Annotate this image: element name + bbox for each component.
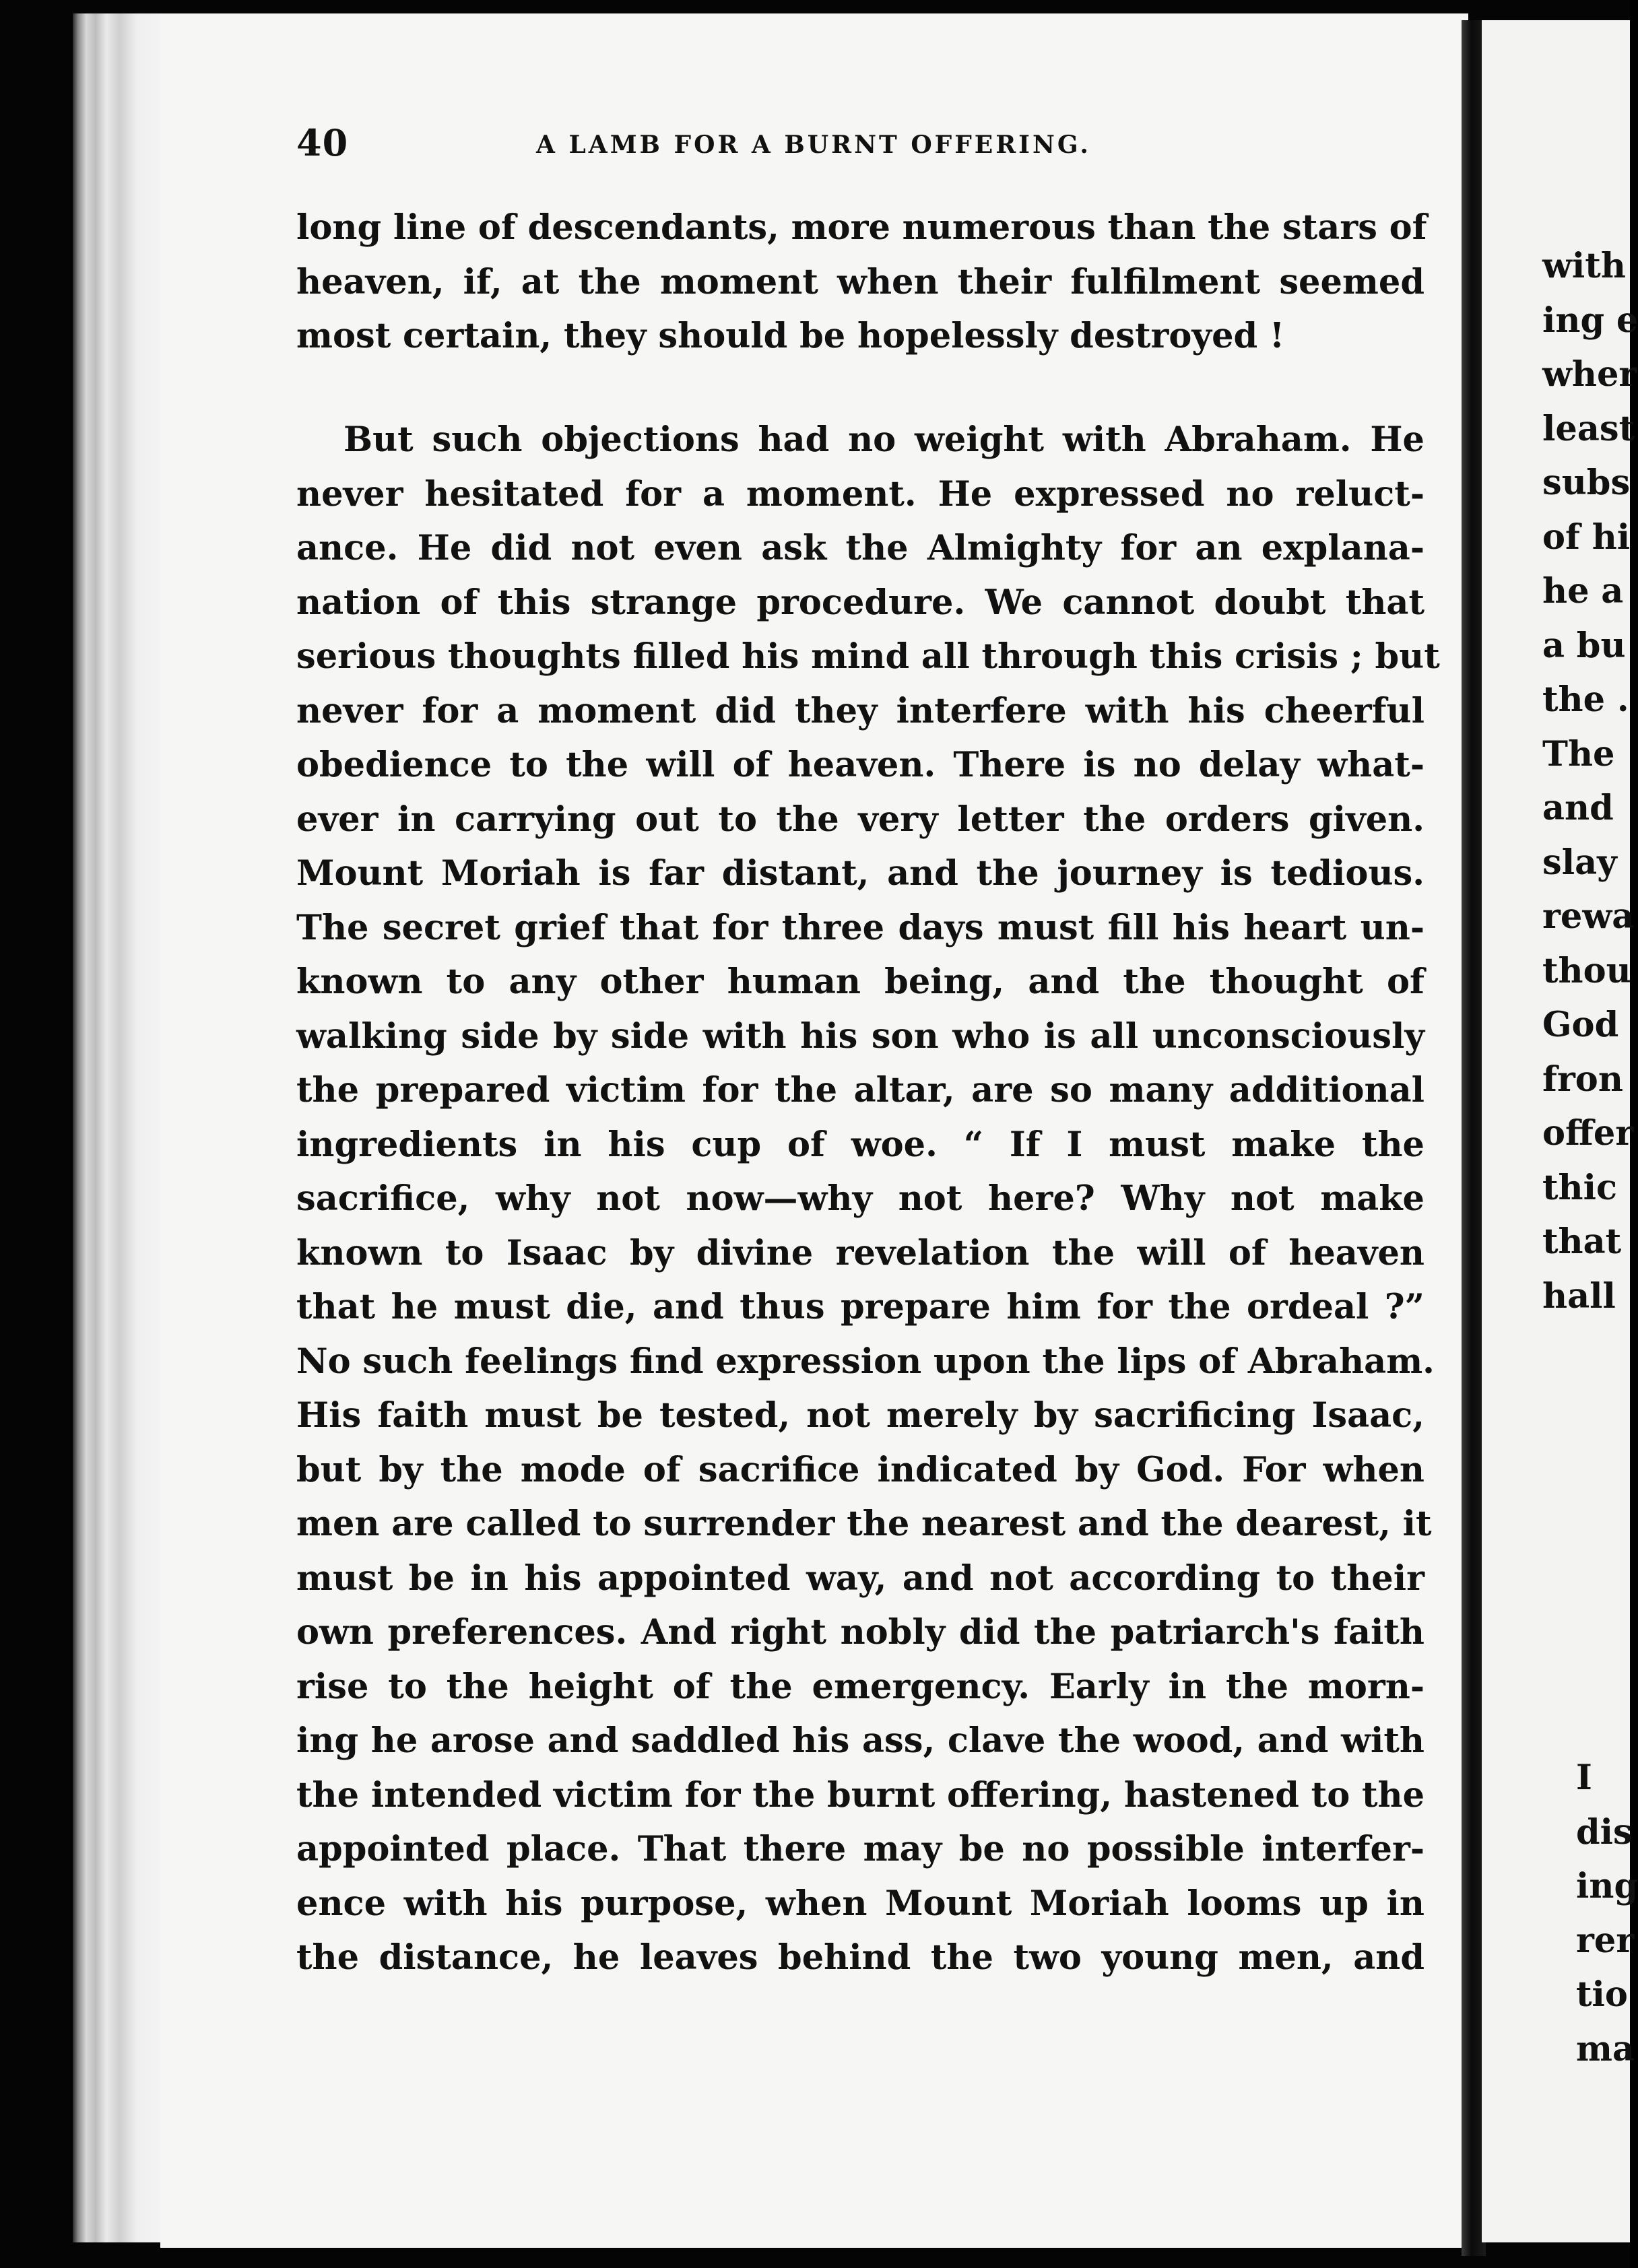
- text-line: But such objections had no weight with Abraham. He: [343, 420, 1424, 460]
- text-line: the intended victim for the burnt offering, hastened to the: [296, 1774, 1425, 1815]
- text-line: ingredients in his cup of woe. “ If I must make the: [296, 1124, 1424, 1165]
- text-line: ing he arose and saddled his ass, clave the wood, and with: [296, 1721, 1424, 1761]
- text-line: known to Isaac by divine revelation the will of heaven: [296, 1232, 1424, 1273]
- text-line: the prepared victim for the altar, are so many additional: [296, 1070, 1424, 1110]
- text-line: known to any other human being, and the thought of: [296, 962, 1424, 1002]
- fragment-line: tio: [1576, 1974, 1628, 2015]
- text-line: that he must die, and thus prepare him for the ordeal ?”: [296, 1287, 1424, 1327]
- page-header: [296, 121, 1441, 168]
- running-head: A LAMB FOR A BURNT OFFERING.: [536, 131, 1091, 159]
- fragment-line: thic: [1542, 1167, 1618, 1208]
- page-number: 40: [296, 121, 349, 164]
- fragment-line: the .: [1542, 679, 1629, 720]
- fragment-line: rewa: [1542, 896, 1635, 937]
- text-line: His faith must be tested, not merely by sacrificing Isaac,: [296, 1395, 1424, 1436]
- fragment-line: wher: [1542, 354, 1637, 395]
- fragment-line: thou: [1542, 950, 1631, 991]
- fragment-line: The: [1542, 733, 1615, 774]
- text-line: the distance, he leaves behind the two young men, and: [296, 1937, 1424, 1978]
- text-line: ance. He did not even ask the Almighty for an explana-: [296, 528, 1424, 568]
- text-line: never hesitated for a moment. He expressed no reluct-: [296, 473, 1424, 514]
- text-line: men are called to surrender the nearest and the dearest, it: [296, 1504, 1432, 1544]
- text-line: serious thoughts filled his mind all through this crisis ; but: [296, 636, 1440, 677]
- fragment-line: ing: [1576, 1866, 1638, 1906]
- text-line: ence with his purpose, when Mount Moriah looms up in: [296, 1883, 1424, 1924]
- text-line: never for a moment did they interfere with his cheerful: [296, 690, 1424, 731]
- fragment-line: slay: [1542, 842, 1617, 883]
- fragment-line: offer: [1542, 1113, 1634, 1154]
- text-line: most certain, they should be hopelessly destroyed !: [296, 316, 1285, 356]
- fragment-line: a bu: [1542, 625, 1626, 666]
- paragraph-1: [296, 201, 1427, 364]
- text-line: own preferences. And right nobly did the patriarch's faith: [296, 1612, 1424, 1653]
- fragment-line: with: [1542, 246, 1626, 286]
- text-line: Mount Moriah is far distant, and the journey is tedious.: [296, 853, 1424, 894]
- text-line: rise to the height of the emergency. Early in the morn-: [296, 1666, 1424, 1707]
- fragment-line: dis: [1576, 1811, 1633, 1853]
- text-line: heaven, if, at the moment when their fulfilment seemed: [296, 261, 1424, 302]
- fragment-line: ing e: [1542, 300, 1638, 341]
- fragment-line: of hi: [1542, 516, 1631, 558]
- text-line: walking side by side with his son who is all unconsciously: [296, 1015, 1424, 1057]
- text-line: but by the mode of sacrifice indicated by God. For when: [296, 1449, 1424, 1490]
- text-line: appointed place. That there may be no possible interfer-: [296, 1829, 1424, 1869]
- fragment-line: subs: [1542, 463, 1631, 503]
- fragment-line: I: [1576, 1758, 1592, 1798]
- fragment-line: and: [1542, 788, 1614, 828]
- facing-page-text-upper: [1542, 239, 1638, 1323]
- text-line: nation of this strange procedure. We cannot doubt that: [296, 582, 1424, 623]
- text-line: ever in carrying out to the very letter the orders given.: [296, 799, 1424, 840]
- text-line: obedience to the will of heaven. There is no delay what-: [296, 745, 1424, 785]
- fragment-line: that: [1542, 1222, 1622, 1262]
- page-edges: [73, 13, 167, 2242]
- fragment-line: hall: [1542, 1275, 1616, 1316]
- text-line: must be in his appointed way, and not according to their: [296, 1558, 1424, 1599]
- fragment-line: rer: [1576, 1920, 1635, 1961]
- text-line: long line of descendants, more numerous than the stars of: [296, 207, 1427, 248]
- text-line: No such feelings find expression upon the lips of Abraham.: [296, 1341, 1435, 1382]
- paragraph-2: [296, 413, 1440, 1985]
- fragment-line: ma: [1576, 2028, 1635, 2069]
- text-line: The secret grief that for three days must fill his heart un-: [296, 907, 1424, 948]
- text-line: sacrifice, why not now—why not here? Why not make: [296, 1178, 1424, 1219]
- fragment-line: he a: [1542, 571, 1624, 611]
- fragment-line: fron: [1542, 1059, 1623, 1100]
- fragment-line: least: [1542, 408, 1635, 449]
- facing-page-text-lower: [1576, 1751, 1638, 2076]
- fragment-line: God: [1542, 1005, 1619, 1045]
